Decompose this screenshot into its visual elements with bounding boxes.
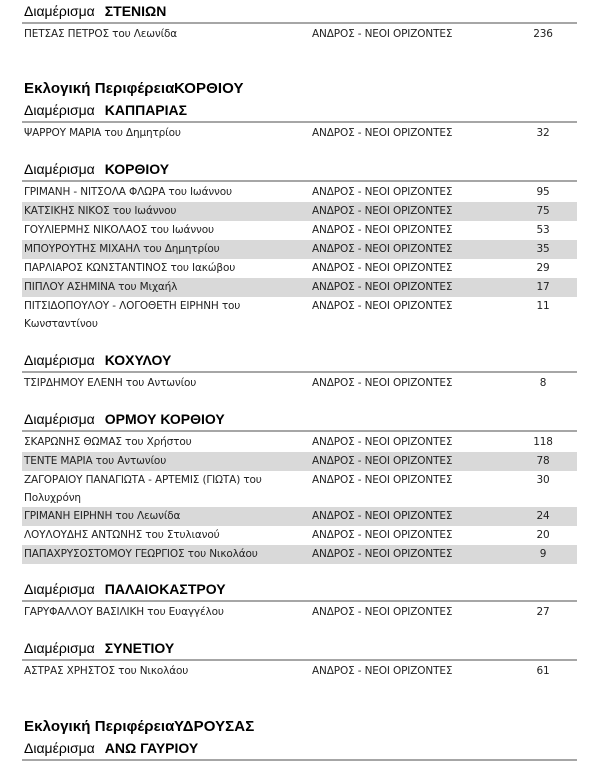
district-name: ΚΟΡΘΙΟΥ	[174, 80, 244, 97]
candidate-name: ΠΑΡΛΙΑΡΟΣ ΚΩΝΣΤΑΝΤΙΝΟΣ του Ιακώβου	[24, 262, 236, 274]
district-label: Εκλογική Περιφέρεια	[24, 718, 175, 735]
candidate-row	[22, 297, 577, 333]
section-name: ΠΑΛΑΙΟΚΑΣΤΡΟΥ	[104, 581, 226, 597]
candidate-name: ΜΠΟΥΡΟΥΤΗΣ ΜΙΧΑΗΛ του Δημητρίου	[24, 243, 220, 255]
section-header	[22, 740, 577, 761]
section-header	[22, 102, 577, 123]
candidate-list	[22, 603, 577, 622]
candidate-name: ΤΣΙΡΔΗΜΟΥ ΕΛΕΝΗ του Αντωνίου	[24, 377, 197, 389]
vote-count: 27	[536, 606, 550, 618]
candidate-row	[22, 259, 577, 278]
party-name: ΑΝΔΡΟΣ - ΝΕΟΙ ΟΡΙΖΟΝΤΕΣ	[312, 127, 453, 139]
party-name: ΑΝΔΡΟΣ - ΝΕΟΙ ΟΡΙΖΟΝΤΕΣ	[312, 377, 453, 389]
candidate-name: ΛΟΥΛΟΥΔΗΣ ΑΝΤΩΝΗΣ του Στυλιανού	[24, 529, 220, 541]
vote-count: 118	[533, 436, 553, 448]
candidate-row	[22, 433, 577, 452]
vote-count: 78	[536, 455, 550, 467]
party-name: ΑΝΔΡΟΣ - ΝΕΟΙ ΟΡΙΖΟΝΤΕΣ	[312, 606, 453, 618]
candidate-list	[22, 433, 577, 564]
section-header	[22, 161, 577, 182]
candidate-name: ΠΙΠΛΟΥ ΑΣΗΜΙΝΑ του Μιχαήλ	[24, 281, 178, 293]
section-label: Διαμέρισμα	[24, 740, 95, 756]
district-label: Εκλογική Περιφέρεια	[24, 80, 175, 97]
candidate-row	[22, 374, 577, 393]
section-synetiou	[22, 640, 577, 681]
candidate-name: ΓΡΙΜΑΝΗ ΕΙΡΗΝΗ του Λεωνίδα	[24, 510, 181, 522]
section-kappariias	[22, 102, 577, 143]
candidate-list	[22, 374, 577, 393]
party-name: ΑΝΔΡΟΣ - ΝΕΟΙ ΟΡΙΖΟΝΤΕΣ	[312, 262, 453, 274]
section-label: Διαμέρισμα	[24, 640, 95, 656]
party-name: ΑΝΔΡΟΣ - ΝΕΟΙ ΟΡΙΖΟΝΤΕΣ	[312, 510, 453, 522]
candidate-name: ΓΟΥΛΙΕΡΜΗΣ ΝΙΚΟΛΑΟΣ του Ιωάννου	[24, 224, 214, 236]
party-name: ΑΝΔΡΟΣ - ΝΕΟΙ ΟΡΙΖΟΝΤΕΣ	[312, 665, 453, 677]
section-name: ΚΑΠΠΑΡΙΑΣ	[104, 102, 188, 118]
section-name: ΣΥΝΕΤΙΟΥ	[104, 640, 175, 656]
vote-count: 30	[536, 474, 550, 486]
candidate-list	[22, 183, 577, 333]
candidate-row	[22, 124, 577, 143]
candidate-name: ΑΣΤΡΑΣ ΧΡΗΣΤΟΣ του Νικολάου	[24, 665, 189, 677]
candidate-row	[22, 545, 577, 564]
vote-count: 61	[536, 665, 550, 677]
vote-count: 29	[536, 262, 550, 274]
party-name: ΑΝΔΡΟΣ - ΝΕΟΙ ΟΡΙΖΟΝΤΕΣ	[312, 224, 453, 236]
party-name: ΑΝΔΡΟΣ - ΝΕΟΙ ΟΡΙΖΟΝΤΕΣ	[312, 455, 453, 467]
district-header-korthiou	[24, 80, 244, 97]
vote-count: 24	[536, 510, 550, 522]
candidate-name: ΠΕΤΣΑΣ ΠΕΤΡΟΣ του Λεωνίδα	[24, 28, 178, 40]
section-steniou	[22, 3, 577, 44]
section-label: Διαμέρισμα	[24, 161, 95, 177]
party-name: ΑΝΔΡΟΣ - ΝΕΟΙ ΟΡΙΖΟΝΤΕΣ	[312, 300, 453, 312]
candidate-row	[22, 507, 577, 526]
section-name: ΚΟΡΘΙΟΥ	[104, 161, 170, 177]
vote-count: 35	[536, 243, 550, 255]
candidate-name: ΓΡΙΜΑΝΗ - ΝΙΤΣΟΛΑ ΦΛΩΡΑ του Ιωάννου	[24, 186, 232, 198]
party-name: ΑΝΔΡΟΣ - ΝΕΟΙ ΟΡΙΖΟΝΤΕΣ	[312, 529, 453, 541]
vote-count: 11	[536, 300, 550, 312]
candidate-list	[22, 662, 577, 681]
vote-count: 236	[533, 28, 553, 40]
section-header	[22, 640, 577, 661]
candidate-name: ΣΚΑΡΩΝΗΣ ΘΩΜΑΣ του Χρήστου	[24, 436, 192, 448]
candidate-row	[22, 662, 577, 681]
party-name: ΑΝΔΡΟΣ - ΝΕΟΙ ΟΡΙΖΟΝΤΕΣ	[312, 205, 453, 217]
candidate-name: ΖΑΓΟΡΑΙΟΥ ΠΑΝΑΓΙΩΤΑ - ΑΡΤΕΜΙΣ (ΓΙΩΤΑ) του Πολυχρόνη	[24, 474, 262, 504]
section-header	[22, 3, 577, 24]
party-name: ΑΝΔΡΟΣ - ΝΕΟΙ ΟΡΙΖΟΝΤΕΣ	[312, 186, 453, 198]
party-name: ΑΝΔΡΟΣ - ΝΕΟΙ ΟΡΙΖΟΝΤΕΣ	[312, 474, 453, 486]
party-name: ΑΝΔΡΟΣ - ΝΕΟΙ ΟΡΙΖΟΝΤΕΣ	[312, 243, 453, 255]
section-palaiokastrou	[22, 581, 577, 622]
candidate-name: ΨΑΡΡΟΥ ΜΑΡΙΑ του Δημητρίου	[24, 127, 181, 139]
candidate-row	[22, 526, 577, 545]
candidate-row	[22, 25, 577, 44]
section-label: Διαμέρισμα	[24, 581, 95, 597]
party-name: ΑΝΔΡΟΣ - ΝΕΟΙ ΟΡΙΖΟΝΤΕΣ	[312, 281, 453, 293]
section-label: Διαμέρισμα	[24, 411, 95, 427]
section-korthiou	[22, 161, 577, 333]
section-label: Διαμέρισμα	[24, 102, 95, 118]
candidate-row	[22, 603, 577, 622]
vote-count: 53	[536, 224, 550, 236]
party-name: ΑΝΔΡΟΣ - ΝΕΟΙ ΟΡΙΖΟΝΤΕΣ	[312, 548, 453, 560]
party-name: ΑΝΔΡΟΣ - ΝΕΟΙ ΟΡΙΖΟΝΤΕΣ	[312, 436, 453, 448]
section-koxylou	[22, 352, 577, 393]
vote-count: 17	[536, 281, 550, 293]
section-name: ΣΤΕΝΙΩΝ	[104, 3, 167, 19]
vote-count: 32	[536, 127, 550, 139]
candidate-row	[22, 221, 577, 240]
candidate-row	[22, 452, 577, 471]
vote-count: 95	[536, 186, 550, 198]
vote-count: 9	[539, 548, 547, 560]
district-header-ydrousas	[24, 718, 254, 735]
vote-count: 20	[536, 529, 550, 541]
section-name: ΑΝΩ ΓΑΥΡΙΟΥ	[104, 740, 199, 756]
candidate-name: ΚΑΤΣΙΚΗΣ ΝΙΚΟΣ του Ιωάννου	[24, 205, 177, 217]
section-header	[22, 352, 577, 373]
candidate-row	[22, 471, 577, 507]
section-header	[22, 581, 577, 602]
candidate-row	[22, 183, 577, 202]
vote-count: 8	[539, 377, 547, 389]
candidate-row	[22, 278, 577, 297]
candidate-list	[22, 25, 577, 44]
section-name: ΟΡΜΟΥ ΚΟΡΘΙΟΥ	[104, 411, 225, 427]
district-name: ΥΔΡΟΥΣΑΣ	[174, 718, 255, 735]
candidate-list	[22, 124, 577, 143]
candidate-row	[22, 202, 577, 221]
candidate-row	[22, 240, 577, 259]
candidate-name: ΓΑΡΥΦΑΛΛΟΥ ΒΑΣΙΛΙΚΗ του Ευαγγέλου	[24, 606, 224, 618]
party-name: ΑΝΔΡΟΣ - ΝΕΟΙ ΟΡΙΖΟΝΤΕΣ	[312, 28, 453, 40]
section-ormou-korthiou	[22, 411, 577, 564]
candidate-name: ΠΑΠΑΧΡΥΣΟΣΤΟΜΟΥ ΓΕΩΡΓΙΟΣ του Νικολάου	[24, 548, 258, 560]
vote-count: 75	[536, 205, 550, 217]
section-ano-gavriou	[22, 740, 577, 762]
candidate-name: ΠΙΤΣΙΔΟΠΟΥΛΟΥ - ΛΟΓΟΘΕΤΗ ΕΙΡΗΝΗ του Κωνσταντίνου	[24, 300, 241, 330]
candidate-name: ΤΕΝΤΕ ΜΑΡΙΑ του Αντωνίου	[24, 455, 167, 467]
section-label: Διαμέρισμα	[24, 3, 95, 19]
section-label: Διαμέρισμα	[24, 352, 95, 368]
section-header	[22, 411, 577, 432]
section-name: ΚΟΧΥΛΟΥ	[104, 352, 172, 368]
